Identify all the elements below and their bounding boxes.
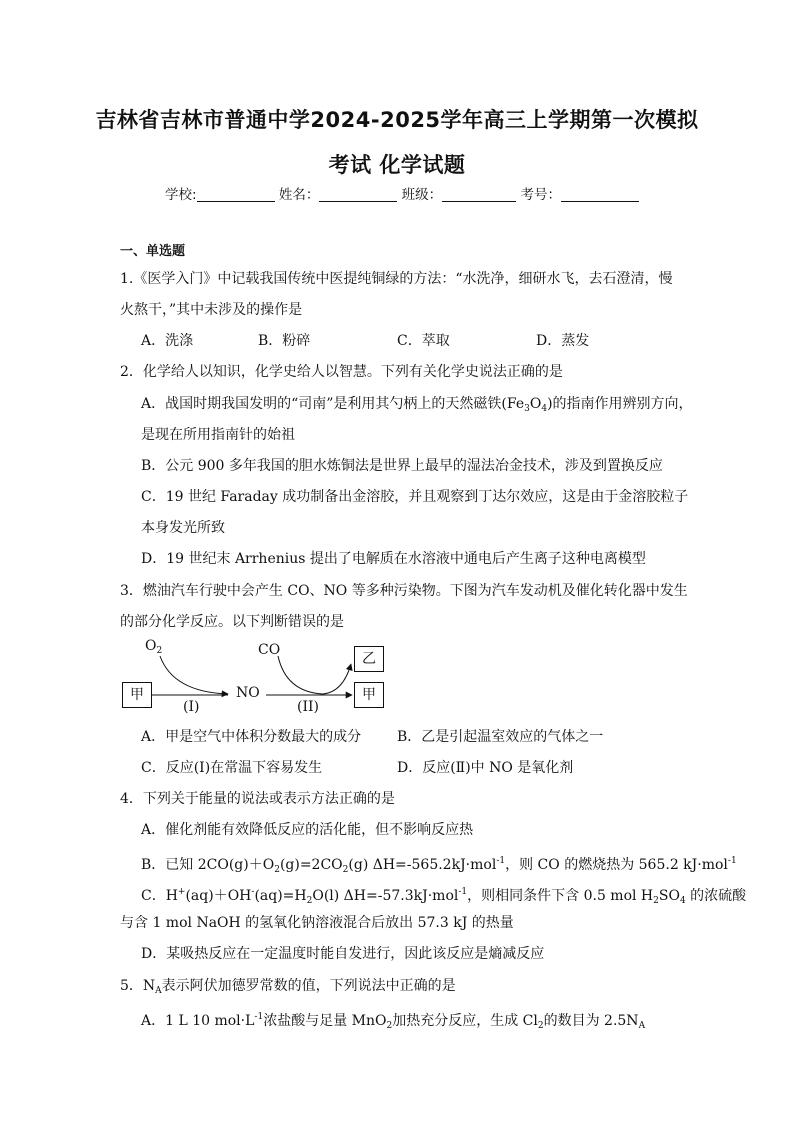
student-info-line <box>165 183 639 203</box>
exam-no-label: 考号： <box>520 187 561 203</box>
q3-stem-line2: 的部分化学反应。以下判断错误的是 <box>120 614 344 630</box>
q4-option-d: D．某吸热反应在一定温度时能自发进行，因此该反应是熵减反应 <box>141 946 545 962</box>
q5-option-a: A．1 L 10 $mol\cdot L^{-1}$浓盐酸与足量 MnO$_2$加热充分反应，生成 $Cl_2$的数目为 $2.5N_A$ <box>141 1012 646 1031</box>
q4-option-c-line1: C．$H^+(aq)+OH^-(aq)=H_2O(l)$ ΔH=-57.3kJ·mol$^{-1}$，则相同条件下含 0.5 mol $H_2SO_4$ 的浓硫酸 <box>141 887 747 906</box>
jia-box-left: 甲 <box>122 682 152 708</box>
school-field[interactable] <box>197 187 275 202</box>
yi-box: 乙 <box>354 646 384 672</box>
q2-option-c-line1: C．19 世纪 Faraday 成功制备出金溶胶，并且观察到丁达尔效应，这是由于金溶胶粒子 <box>141 489 689 505</box>
q2-option-a-line2: 是现在所用指南针的始祖 <box>141 427 295 443</box>
jia-box-right: 甲 <box>354 682 384 708</box>
q4-stem: 4．下列关于能量的说法或表示方法正确的是 <box>120 791 395 807</box>
q2-option-d: D．19 世纪末 Arrhenius 提出了电解质在水溶液中通电后产生离子这种电离模型 <box>141 551 646 567</box>
q1-stem-line1: 1.《医学入门》中记载我国传统中医提纯铜绿的方法：“水洗净，细研水飞，去石澄清，慢 <box>120 271 673 287</box>
section-heading: 一、单选题 <box>120 244 186 259</box>
exam-title-line1: 吉林省吉林市普通中学2024-2025学年高三上学期第一次模拟 <box>95 108 699 132</box>
o2-label: $O_2$ <box>145 638 163 656</box>
q3-option-a: A．甲是空气中体积分数最大的成分 <box>141 729 362 745</box>
reaction-diagram <box>118 636 398 718</box>
q2-stem: 2．化学给人以知识，化学史给人以智慧。下列有关化学史说法正确的是 <box>120 364 563 380</box>
q3-option-b: B．乙是引起温室效应的气体之一 <box>397 729 604 745</box>
name-field[interactable] <box>319 187 397 202</box>
o2-curve-arrow <box>160 656 228 694</box>
step1-label: (I) <box>183 699 200 715</box>
school-label: 学校: <box>165 187 197 203</box>
exam-no-field[interactable] <box>561 187 639 202</box>
step2-label: (II) <box>297 699 319 715</box>
q3-option-c: C．反应(Ⅰ)在常温下容易发生 <box>141 760 323 776</box>
class-label: 班级： <box>401 187 443 203</box>
q2-option-b: B．公元 900 多年我国的胆水炼铜法是世界上最早的湿法冶金技术，涉及到置换反应 <box>141 458 663 474</box>
exam-title-line2: 考试 化学试题 <box>328 153 466 177</box>
q4-option-c-line2: 与含 1 mol NaOH 的氢氧化钠溶液混合后放出 57.3 kJ 的热量 <box>120 915 514 931</box>
q1-option-b: B．粉碎 <box>258 333 311 349</box>
q2-option-c-line2: 本身发光所致 <box>141 520 225 536</box>
co-label: CO <box>258 642 281 658</box>
q4-option-b: B．已知 $2CO(g)+O_2(g)=2CO_2(g)$ ΔH=-565.2kJ·mol$^{-1}$，则 CO 的燃烧热为 565.2 kJ·mol$^{-1}$ <box>141 856 737 875</box>
q1-stem-line2: 火熬干，”其中未涉及的操作是 <box>120 302 303 318</box>
q2-option-a-line1: A．战国时期我国发明的“司南”是利用其勺柄上的天然磁铁$(Fe_3O_4)$的指南作用辨别方向， <box>141 396 693 414</box>
q1-option-a: A．洗涤 <box>141 333 194 349</box>
no-label: NO <box>236 685 260 701</box>
q4-option-a: A．催化剂能有效降低反应的活化能，但不影响反应热 <box>141 822 474 838</box>
q5-stem: 5．$N_A$表示阿伏加德罗常数的值，下列说法中正确的是 <box>120 978 456 996</box>
q3-stem-line1: 3．燃油汽车行驶中会产生 CO、NO 等多种污染物。下图为汽车发动机及催化转化器中发生 <box>120 583 688 599</box>
class-field[interactable] <box>442 187 516 202</box>
co-curve-arrow <box>278 656 323 694</box>
q3-option-d: D．反应(Ⅱ)中 NO 是氧化剂 <box>397 760 574 776</box>
yi-curve-arrow <box>323 664 351 694</box>
name-label: 姓名： <box>278 187 320 203</box>
q1-option-c: C．萃取 <box>397 333 450 349</box>
q1-option-d: D．蒸发 <box>536 333 590 349</box>
